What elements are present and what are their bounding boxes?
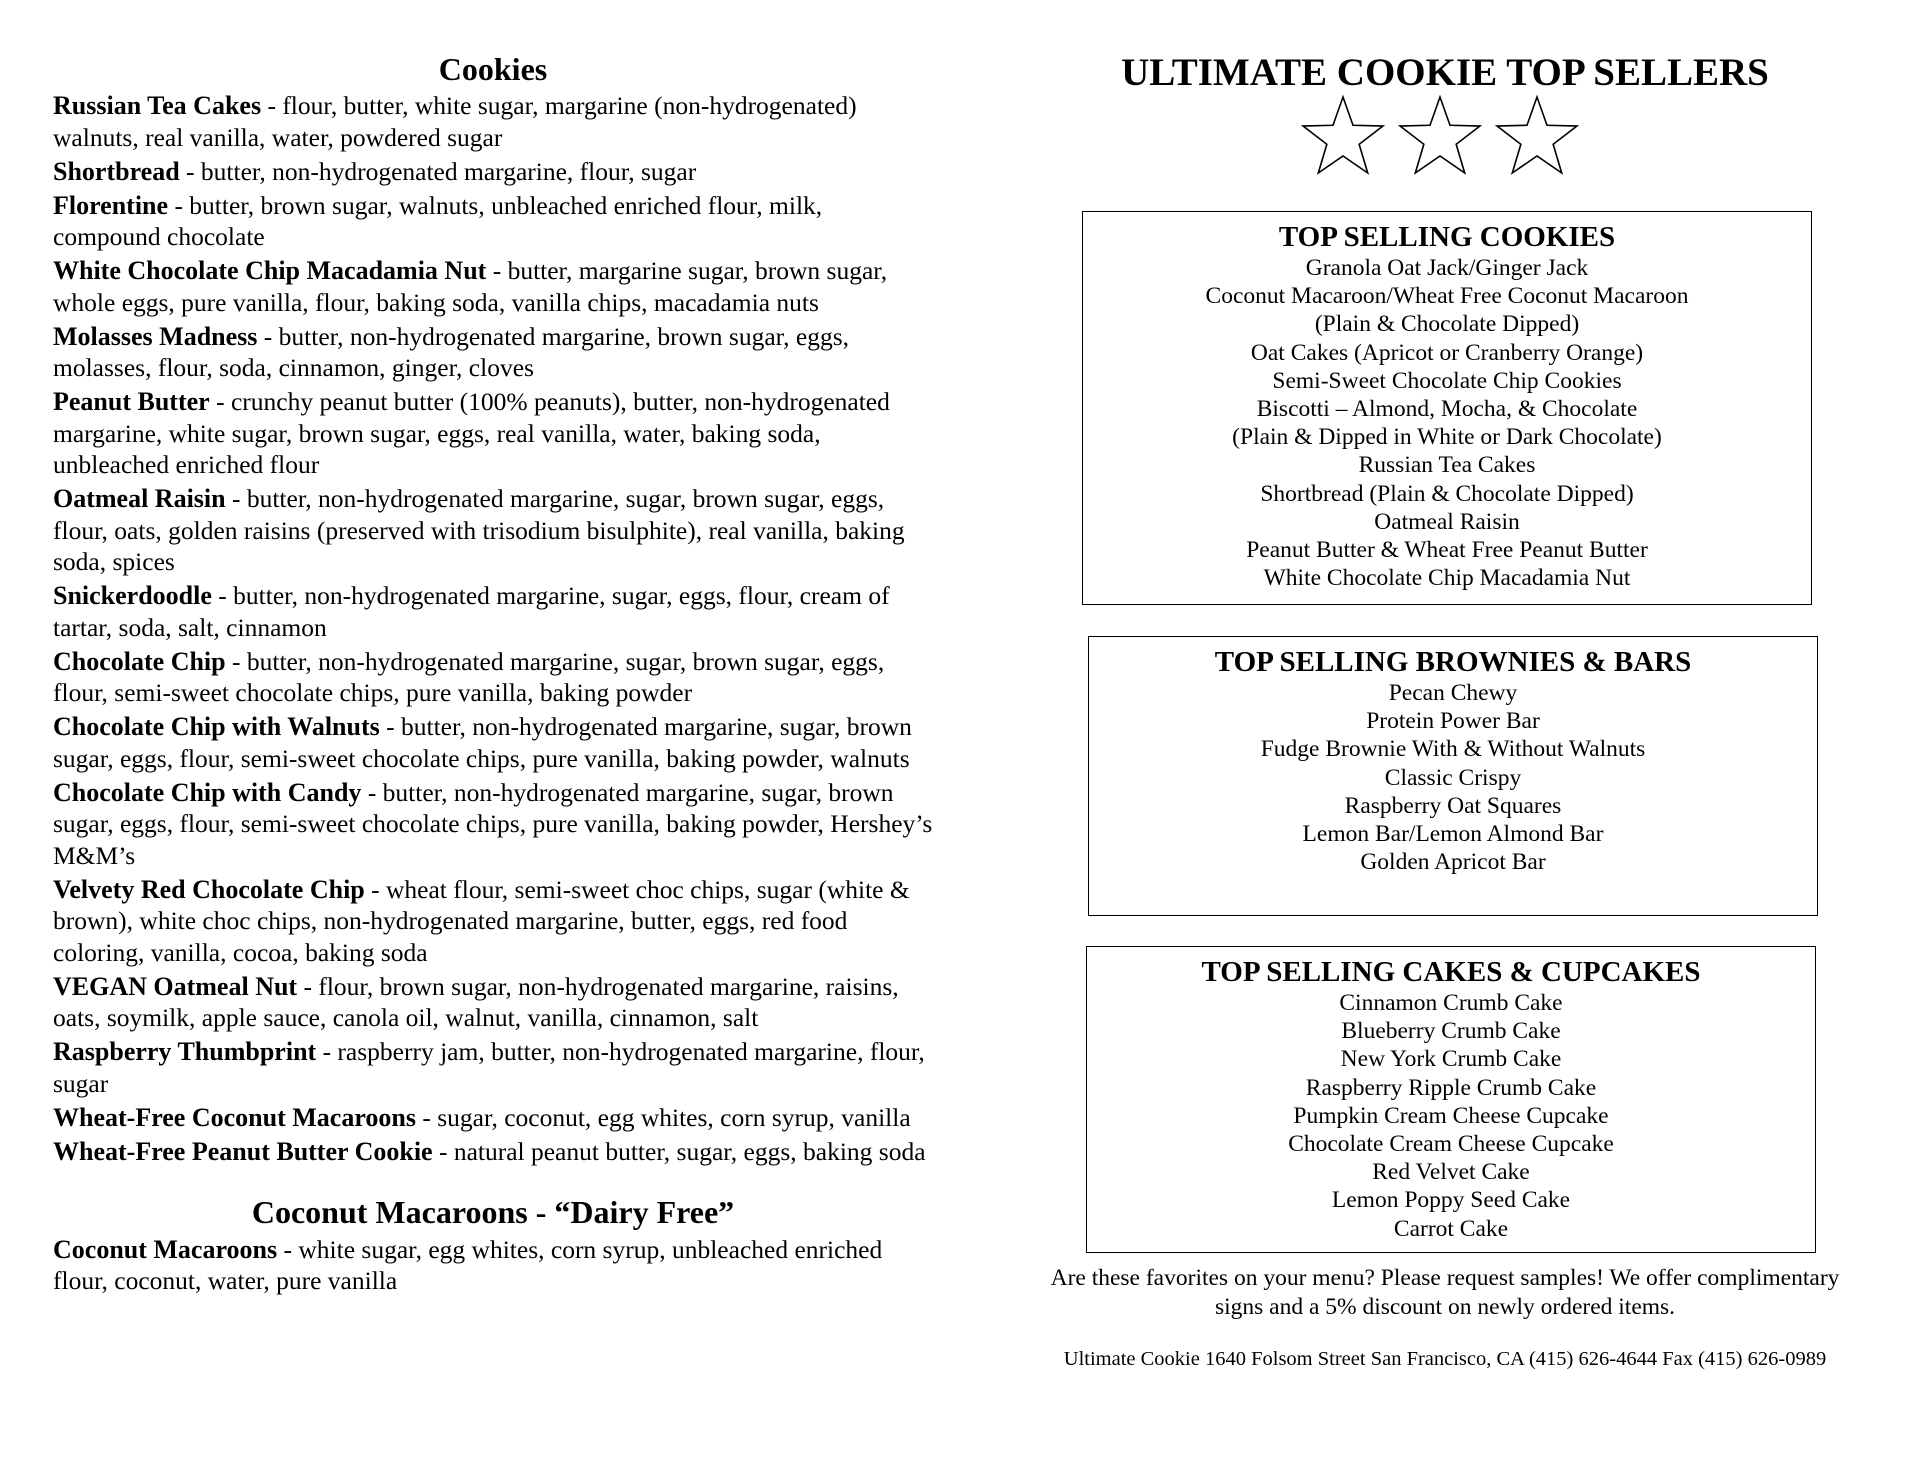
top-seller-item: Golden Apricot Bar xyxy=(1360,849,1546,876)
ingredient-text: - butter, margarine sugar, brown sugar, whole eggs, pure vanilla, flour, baking soda, vanilla chips, macadamia nuts xyxy=(53,256,888,317)
top-seller-item: Classic Crispy xyxy=(1384,764,1522,791)
ingredient-entry xyxy=(53,874,933,969)
ingredient-entry xyxy=(53,777,933,872)
ingredient-entry xyxy=(53,386,933,481)
top-seller-item: Peanut Butter & Wheat Free Peanut Butter xyxy=(1246,537,1648,564)
top-seller-item: Protein Power Bar xyxy=(1366,708,1540,735)
top-sellers-title: ULTIMATE COOKIE TOP SELLERS xyxy=(1121,51,1769,94)
ingredient-text: - butter, non-hydrogenated margarine, sugar, brown sugar, eggs, flour, oats, golden raisins (preserved with trisodium bisulphite), real vanilla, baking soda, spices xyxy=(53,484,905,577)
ingredient-text: - butter, non-hydrogenated margarine, sugar, brown sugar, eggs, flour, semi-sweet chocolate chips, pure vanilla, baking powder, Hershey’s M&M’s xyxy=(53,777,933,870)
samples-note: Are these favorites on your menu? Please request samples! We offer complimentary signs and a 5% discount on newly ordered items. xyxy=(1050,1265,1840,1320)
product-name: Chocolate Chip xyxy=(53,646,226,676)
cookies-section-title: Cookies xyxy=(438,51,548,87)
product-name: Velvety Red Chocolate Chip xyxy=(53,874,365,904)
star-outline-icon xyxy=(1303,97,1383,173)
ingredient-text: - flour, brown sugar, non-hydrogenated margarine, raisins, oats, soymilk, apple sauce, canola oil, walnut, vanilla, cinnamon, salt xyxy=(53,971,899,1033)
top-seller-item: Shortbread (Plain & Chocolate Dipped) xyxy=(1260,480,1634,507)
top-seller-item: Chocolate Cream Cheese Cupcake xyxy=(1288,1131,1614,1158)
top-seller-item: New York Crumb Cake xyxy=(1340,1046,1562,1073)
box-item-list xyxy=(1089,679,1817,876)
box-title: TOP SELLING CAKES & CUPCAKES xyxy=(1201,956,1701,988)
top-seller-item: Oat Cakes (Apricot or Cranberry Orange) xyxy=(1250,339,1644,366)
product-name: VEGAN Oatmeal Nut xyxy=(53,971,298,1001)
ingredients-column xyxy=(53,50,933,1299)
top-seller-item: Carrot Cake xyxy=(1393,1215,1509,1242)
product-name: Snickerdoodle xyxy=(53,581,212,611)
product-name: Coconut Macaroons xyxy=(53,1234,278,1264)
product-name: Florentine xyxy=(53,190,169,220)
ingredient-entry xyxy=(53,190,933,253)
ingredient-entry xyxy=(53,580,933,643)
ingredient-text: - butter, non-hydrogenated margarine, flour, sugar xyxy=(179,156,697,186)
stars-row xyxy=(1290,95,1590,175)
top-selling-cakes-cupcakes-box xyxy=(1086,946,1816,1253)
product-name: Shortbread xyxy=(53,156,180,186)
top-seller-item: Raspberry Oat Squares xyxy=(1344,792,1562,819)
top-selling-brownies-bars-box xyxy=(1088,636,1818,916)
star-outline-icon xyxy=(1400,97,1480,173)
ingredient-entry xyxy=(53,971,933,1034)
top-seller-item: Lemon Poppy Seed Cake xyxy=(1331,1187,1571,1214)
ingredient-entry xyxy=(53,646,933,709)
top-seller-item: Cinnamon Crumb Cake xyxy=(1339,990,1563,1016)
product-name: Peanut Butter xyxy=(53,387,210,417)
cookies-ingredient-list xyxy=(53,90,933,1167)
ingredient-entry xyxy=(53,1234,933,1297)
ingredient-entry xyxy=(53,483,933,578)
top-seller-item: Russian Tea Cakes xyxy=(1358,452,1536,479)
product-name: Raspberry Thumbprint xyxy=(53,1037,317,1067)
box-title: TOP SELLING COOKIES xyxy=(1278,221,1616,253)
star-outline-icon xyxy=(1497,97,1577,173)
top-seller-item: (Plain & Chocolate Dipped) xyxy=(1314,311,1580,338)
box-title: TOP SELLING BROWNIES & BARS xyxy=(1214,646,1692,678)
company-address: Ultimate Cookie 1640 Folsom Street San Francisco, CA (415) 626-4644 Fax (415) 626-0989 xyxy=(1063,1348,1827,1370)
ingredient-text: - butter, non-hydrogenated margarine, sugar, brown sugar, eggs, flour, semi-sweet chocolate chips, pure vanilla, baking powder xyxy=(53,646,885,708)
product-name: Wheat-Free Peanut Butter Cookie xyxy=(53,1136,433,1166)
ingredient-entry xyxy=(53,1036,933,1099)
top-seller-item: White Chocolate Chip Macadamia Nut xyxy=(1263,565,1631,592)
top-seller-item: Granola Oat Jack/Ginger Jack xyxy=(1305,255,1589,281)
ingredient-text: - butter, non-hydrogenated margarine, brown sugar, eggs, molasses, flour, soda, cinnamon, ginger, cloves xyxy=(53,321,850,383)
ingredient-entry xyxy=(53,90,933,153)
top-seller-item: Blueberry Crumb Cake xyxy=(1341,1018,1561,1045)
ingredient-text: - flour, butter, white sugar, margarine (non-hydrogenated) walnuts, real vanilla, water, powdered sugar xyxy=(53,91,857,152)
top-seller-item: Red Velvet Cake xyxy=(1372,1159,1530,1186)
product-name: Molasses Madness xyxy=(53,321,258,351)
ingredient-text: - wheat flour, semi-sweet choc chips, sugar (white & brown), white choc chips, non-hydrogenated margarine, butter, eggs, red food coloring, vanilla, cocoa, baking soda xyxy=(53,874,910,967)
product-name: Chocolate Chip with Walnuts xyxy=(53,712,380,742)
top-seller-item: Fudge Brownie With & Without Walnuts xyxy=(1260,736,1646,763)
top-seller-item: Raspberry Ripple Crumb Cake xyxy=(1305,1074,1597,1101)
ingredient-text: - raspberry jam, butter, non-hydrogenated margarine, flour, sugar xyxy=(53,1037,925,1098)
ingredient-entry xyxy=(53,711,933,774)
ingredient-text: - butter, non-hydrogenated margarine, sugar, eggs, flour, cream of tartar, soda, salt, cinnamon xyxy=(53,581,890,642)
ingredient-text: - sugar, coconut, egg whites, corn syrup, vanilla xyxy=(415,1102,911,1132)
product-name: White Chocolate Chip Macadamia Nut xyxy=(53,256,487,286)
product-name: Wheat-Free Coconut Macaroons xyxy=(53,1102,416,1132)
top-seller-item: Lemon Bar/Lemon Almond Bar xyxy=(1302,821,1604,848)
top-seller-item: (Plain & Dipped in White or Dark Chocolate) xyxy=(1232,424,1662,451)
box-item-list xyxy=(1087,989,1815,1243)
top-seller-item: Pumpkin Cream Cheese Cupcake xyxy=(1293,1102,1609,1129)
ingredient-text: - butter, non-hydrogenated margarine, sugar, brown sugar, eggs, flour, semi-sweet chocolate chips, pure vanilla, baking powder, walnuts xyxy=(53,712,912,773)
ingredient-entry xyxy=(53,156,933,188)
ingredient-entry xyxy=(53,321,933,384)
top-seller-item: Semi-Sweet Chocolate Chip Cookies xyxy=(1272,367,1622,394)
top-seller-item: Biscotti – Almond, Mocha, & Chocolate xyxy=(1256,396,1638,423)
product-name: Russian Tea Cakes xyxy=(53,91,262,121)
macaroons-section-title: Coconut Macaroons - “Dairy Free” xyxy=(251,1194,735,1231)
ingredient-text: - crunchy peanut butter (100% peanuts), butter, non-hydrogenated margarine, white sugar, brown sugar, eggs, real vanilla, water, baking soda, unbleached enriched flour xyxy=(53,387,890,480)
ingredient-entry xyxy=(53,1136,933,1168)
ingredient-text: - white sugar, egg whites, corn syrup, unbleached enriched flour, coconut, water, pure vanilla xyxy=(53,1234,883,1296)
top-seller-item: Oatmeal Raisin xyxy=(1374,508,1520,535)
macaroons-ingredient-list xyxy=(53,1234,933,1297)
ingredient-entry xyxy=(53,1102,933,1134)
top-seller-item: Pecan Chewy xyxy=(1388,680,1518,706)
ingredient-entry xyxy=(53,255,933,318)
top-seller-item: Coconut Macaroon/Wheat Free Coconut Macaroon xyxy=(1205,283,1689,310)
top-selling-cookies-box xyxy=(1082,211,1812,605)
product-name: Chocolate Chip with Candy xyxy=(53,777,362,807)
product-name: Oatmeal Raisin xyxy=(53,484,226,514)
ingredient-text: - butter, brown sugar, walnuts, unbleached enriched flour, milk, compound chocolate xyxy=(53,190,823,252)
ingredient-text: - natural peanut butter, sugar, eggs, baking soda xyxy=(432,1136,926,1166)
box-item-list xyxy=(1083,254,1811,592)
